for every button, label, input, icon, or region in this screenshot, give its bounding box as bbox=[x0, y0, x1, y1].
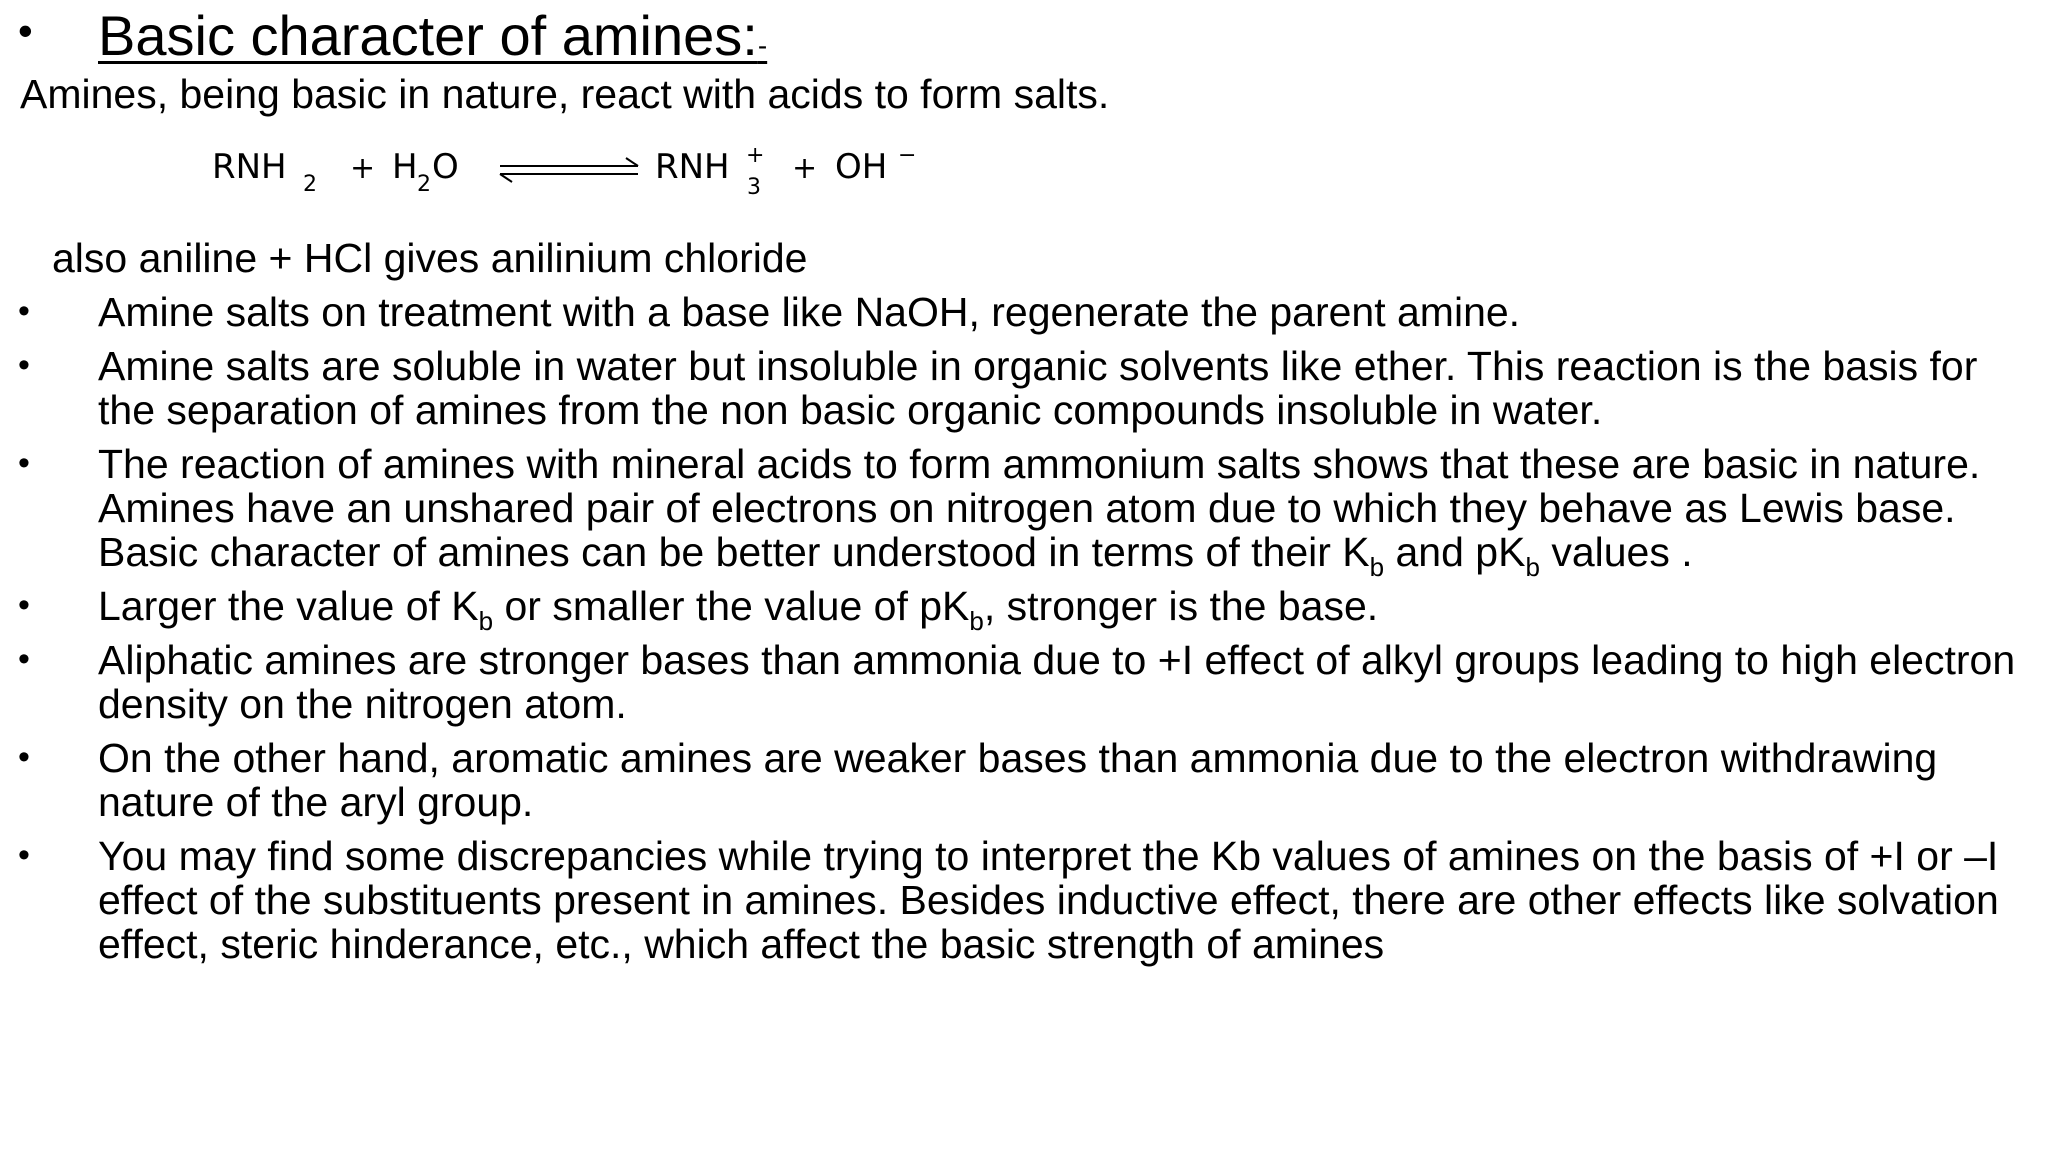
text-part: Larger the value of K bbox=[98, 583, 479, 629]
eq-reactant2-sub: 2 bbox=[417, 172, 431, 197]
bullet-icon: • bbox=[18, 292, 30, 330]
text-part: or smaller the value of pK bbox=[493, 583, 970, 629]
slide-title-dash: - bbox=[757, 30, 768, 61]
bullet-icon: • bbox=[18, 836, 30, 874]
eq-reactant1-sub: 2 bbox=[303, 172, 317, 197]
slide-title bbox=[98, 4, 767, 68]
equilibrium-equation bbox=[210, 136, 930, 206]
text-part: , stronger is the base. bbox=[983, 583, 1379, 629]
subscript-b: b bbox=[1369, 552, 1385, 582]
also-line: also aniline + HCl gives anilinium chloride bbox=[52, 235, 808, 281]
bullet-icon: • bbox=[18, 444, 30, 482]
slide-title-text: Basic character of amines: bbox=[98, 4, 758, 67]
bullet-icon: • bbox=[18, 346, 30, 384]
bullet-icon: • bbox=[18, 640, 30, 678]
text-part: The reaction of amines with mineral acids to form ammonium salts shows that these are basic in nature. Amines have an unshared pair of electrons on nitrogen atom due to which they behave as Lewis base. Basic character of amines can be better understood in terms of their K bbox=[98, 441, 1981, 575]
list-item-text: Amine salts are soluble in water but insoluble in organic solvents like ether. This reaction is the basis for the separation of amines from the non basic organic compounds insoluble in water. bbox=[98, 343, 1978, 433]
list-item-text: You may find some discrepancies while trying to interpret the Kb values of amines on the basis of +I or –I effect of the substituents present in amines. Besides inductive effect, there are other effects like solvation effect, steric hinderance, etc., which affect the basic strength of amines bbox=[98, 833, 1999, 967]
list-item-text bbox=[98, 583, 2038, 636]
list-item-text: Aliphatic amines are stronger bases than ammonia due to +I effect of alkyl groups leading to high electron density on the nitrogen atom. bbox=[98, 637, 2016, 727]
eq-product2-sup: − bbox=[898, 143, 917, 168]
bullet-icon: • bbox=[18, 586, 30, 624]
subscript-b: b bbox=[478, 606, 494, 636]
subscript-b: b bbox=[969, 606, 984, 636]
eq-product1: RNH bbox=[655, 147, 730, 187]
subscript-b: b bbox=[1525, 552, 1540, 582]
text-part: values . bbox=[1539, 529, 1693, 575]
equilibrium-arrow-icon bbox=[500, 158, 638, 182]
list-item-text bbox=[98, 441, 2038, 582]
eq-product1-sup: + bbox=[746, 143, 765, 168]
text-part: and pK bbox=[1384, 529, 1526, 575]
eq-reactant2-tail: O bbox=[432, 147, 459, 187]
eq-reactant2: H bbox=[392, 147, 418, 187]
equation-drawing bbox=[210, 136, 930, 206]
eq-plus1: + bbox=[350, 151, 376, 186]
intro-text: Amines, being basic in nature, react with acids to form salts. bbox=[20, 71, 1110, 117]
eq-product2: OH bbox=[835, 147, 888, 187]
title-bullet: • bbox=[18, 7, 33, 54]
bullet-icon: • bbox=[18, 738, 30, 776]
eq-reactant1: RNH bbox=[212, 147, 287, 187]
eq-product1-sub: 3 bbox=[747, 175, 761, 200]
list-item-text: Amine salts on treatment with a base like NaOH, regenerate the parent amine. bbox=[98, 289, 1521, 335]
list-item-text: On the other hand, aromatic amines are weaker bases than ammonia due to the electron withdrawing nature of the aryl group. bbox=[98, 735, 1938, 825]
eq-plus2: + bbox=[792, 151, 818, 186]
